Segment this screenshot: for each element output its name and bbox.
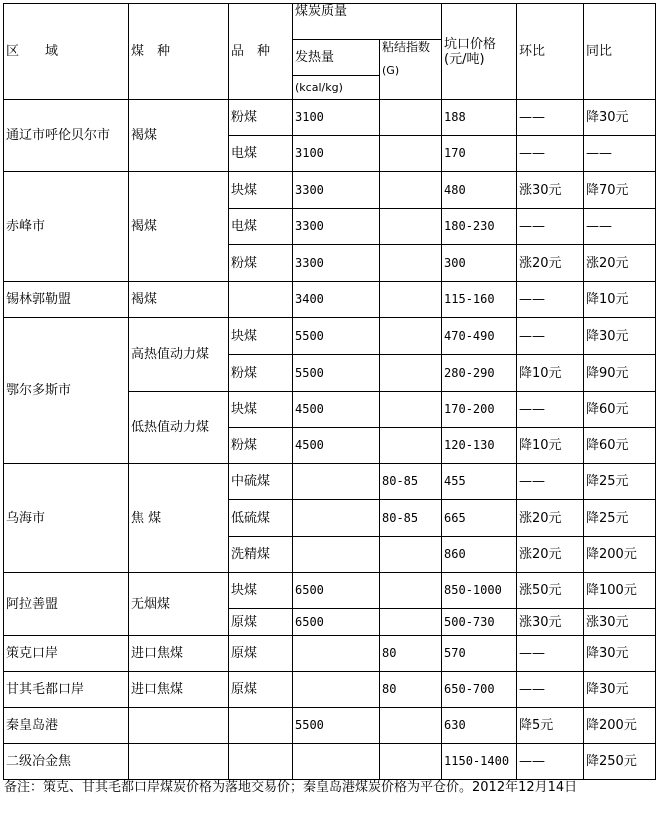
- heat-cell: 4500: [293, 428, 380, 464]
- bond-cell: [380, 245, 442, 282]
- price-cell: 1150-1400: [442, 744, 517, 780]
- yoy-cell: 降30元: [584, 318, 656, 355]
- mom-cell: ——: [517, 318, 584, 355]
- price-cell: 630: [442, 708, 517, 744]
- mom-cell: 降5元: [517, 708, 584, 744]
- variety-cell: 中硫煤: [229, 464, 293, 500]
- mom-cell: ——: [517, 100, 584, 136]
- region-cell: 策克口岸: [4, 636, 129, 672]
- region-cell: 鄂尔多斯市: [4, 318, 129, 464]
- yoy-cell: 降100元: [584, 573, 656, 609]
- heat-cell: 6500: [293, 609, 380, 636]
- heat-cell: 5500: [293, 318, 380, 355]
- coal-type-cell: 无烟煤: [129, 573, 229, 636]
- bond-cell: [380, 318, 442, 355]
- bond-cell: [380, 100, 442, 136]
- bond-cell: [380, 282, 442, 318]
- yoy-cell: 降250元: [584, 744, 656, 780]
- price-cell: 280-290: [442, 355, 517, 392]
- region-cell: 赤峰市: [4, 172, 129, 282]
- variety-cell: 原煤: [229, 636, 293, 672]
- mom-cell: ——: [517, 282, 584, 318]
- mom-cell: ——: [517, 744, 584, 780]
- bond-cell: [380, 428, 442, 464]
- yoy-cell: 降60元: [584, 392, 656, 428]
- coal-type-cell: 褐煤: [129, 172, 229, 282]
- heat-cell: 4500: [293, 392, 380, 428]
- heat-cell: 3400: [293, 282, 380, 318]
- coal-type-cell: 高热值动力煤: [129, 318, 229, 392]
- bond-cell: [380, 172, 442, 209]
- mom-cell: 涨20元: [517, 537, 584, 573]
- price-cell: 120-130: [442, 428, 517, 464]
- mom-cell: 涨30元: [517, 609, 584, 636]
- price-cell: 570: [442, 636, 517, 672]
- header-heat-unit: (kcal/kg): [293, 76, 380, 100]
- region-cell: 甘其毛都口岸: [4, 672, 129, 708]
- heat-cell: [293, 500, 380, 537]
- mom-cell: ——: [517, 209, 584, 245]
- price-cell: 188: [442, 100, 517, 136]
- heat-cell: [293, 744, 380, 780]
- variety-cell: 原煤: [229, 672, 293, 708]
- coal-type-cell: [129, 744, 229, 780]
- yoy-cell: 降25元: [584, 500, 656, 537]
- coal-type-cell: 低热值动力煤: [129, 392, 229, 464]
- yoy-cell: 涨20元: [584, 245, 656, 282]
- yoy-cell: ——: [584, 136, 656, 172]
- bond-cell: [380, 136, 442, 172]
- heat-cell: [293, 672, 380, 708]
- yoy-cell: 降30元: [584, 636, 656, 672]
- heat-cell: 3100: [293, 100, 380, 136]
- variety-cell: 粉煤: [229, 428, 293, 464]
- variety-cell: 原煤: [229, 609, 293, 636]
- bond-cell: [380, 209, 442, 245]
- bond-cell: 80-85: [380, 500, 442, 537]
- coal-type-cell: [129, 708, 229, 744]
- yoy-cell: 降10元: [584, 282, 656, 318]
- header-price: 坑口价格(元/吨): [442, 4, 517, 100]
- mom-cell: 涨20元: [517, 245, 584, 282]
- heat-cell: 5500: [293, 708, 380, 744]
- bond-cell: [380, 708, 442, 744]
- variety-cell: 块煤: [229, 573, 293, 609]
- region-cell: 乌海市: [4, 464, 129, 573]
- bond-cell: [380, 355, 442, 392]
- coal-type-cell: 褐煤: [129, 282, 229, 318]
- heat-cell: [293, 537, 380, 573]
- region-cell: 锡林郭勒盟: [4, 282, 129, 318]
- price-cell: 180-230: [442, 209, 517, 245]
- price-cell: 115-160: [442, 282, 517, 318]
- mom-cell: ——: [517, 672, 584, 708]
- footnote: 备注：策克、甘其毛都口岸煤炭价格为落地交易价；秦皇岛港煤炭价格为平仓价。2012年12月14日: [4, 780, 578, 795]
- yoy-cell: 降60元: [584, 428, 656, 464]
- heat-cell: 3100: [293, 136, 380, 172]
- mom-cell: 涨50元: [517, 573, 584, 609]
- yoy-cell: 降90元: [584, 355, 656, 392]
- heat-cell: 3300: [293, 245, 380, 282]
- header-quality: 煤炭质量: [293, 4, 442, 40]
- yoy-cell: 降200元: [584, 708, 656, 744]
- yoy-cell: ——: [584, 209, 656, 245]
- bond-cell: [380, 744, 442, 780]
- yoy-cell: 降200元: [584, 537, 656, 573]
- header-coal-type: 煤 种: [129, 4, 229, 100]
- yoy-cell: 降30元: [584, 672, 656, 708]
- bond-cell: [380, 573, 442, 609]
- variety-cell: 块煤: [229, 172, 293, 209]
- price-cell: 170-200: [442, 392, 517, 428]
- price-cell: 500-730: [442, 609, 517, 636]
- variety-cell: 电煤: [229, 209, 293, 245]
- variety-cell: 电煤: [229, 136, 293, 172]
- mom-cell: ——: [517, 392, 584, 428]
- bond-cell: [380, 609, 442, 636]
- variety-cell: 块煤: [229, 318, 293, 355]
- yoy-cell: 降30元: [584, 100, 656, 136]
- heat-cell: [293, 464, 380, 500]
- price-cell: 650-700: [442, 672, 517, 708]
- yoy-cell: 涨30元: [584, 609, 656, 636]
- heat-cell: [293, 636, 380, 672]
- bond-cell: [380, 392, 442, 428]
- header-region: 区 域: [4, 4, 129, 100]
- price-cell: 470-490: [442, 318, 517, 355]
- header-mom: 环比: [517, 4, 584, 100]
- yoy-cell: 降25元: [584, 464, 656, 500]
- coal-type-cell: 进口焦煤: [129, 672, 229, 708]
- mom-cell: 降10元: [517, 355, 584, 392]
- coal-price-table: [3, 3, 656, 780]
- header-heat: 发热量: [293, 40, 380, 76]
- price-cell: 300: [442, 245, 517, 282]
- region-cell: 通辽市呼伦贝尔市: [4, 100, 129, 172]
- mom-cell: 涨20元: [517, 500, 584, 537]
- variety-cell: 洗精煤: [229, 537, 293, 573]
- coal-type-cell: 焦 煤: [129, 464, 229, 573]
- bond-cell: 80-85: [380, 464, 442, 500]
- heat-cell: 3300: [293, 209, 380, 245]
- variety-cell: [229, 708, 293, 744]
- mom-cell: 涨30元: [517, 172, 584, 209]
- header-yoy: 同比: [584, 4, 656, 100]
- heat-cell: 3300: [293, 172, 380, 209]
- coal-type-cell: 褐煤: [129, 100, 229, 172]
- price-cell: 850-1000: [442, 573, 517, 609]
- heat-cell: 5500: [293, 355, 380, 392]
- variety-cell: 粉煤: [229, 245, 293, 282]
- mom-cell: ——: [517, 464, 584, 500]
- coal-type-cell: 进口焦煤: [129, 636, 229, 672]
- header-variety: 品 种: [229, 4, 293, 100]
- region-cell: 二级冶金焦: [4, 744, 129, 780]
- mom-cell: ——: [517, 636, 584, 672]
- yoy-cell: 降70元: [584, 172, 656, 209]
- mom-cell: 降10元: [517, 428, 584, 464]
- variety-cell: 块煤: [229, 392, 293, 428]
- region-cell: 秦皇岛港: [4, 708, 129, 744]
- mom-cell: ——: [517, 136, 584, 172]
- bond-cell: [380, 537, 442, 573]
- bond-cell: 80: [380, 672, 442, 708]
- price-cell: 455: [442, 464, 517, 500]
- price-cell: 480: [442, 172, 517, 209]
- price-cell: 665: [442, 500, 517, 537]
- variety-cell: [229, 744, 293, 780]
- header-bond-unit-text: (G): [382, 64, 400, 77]
- variety-cell: 低硫煤: [229, 500, 293, 537]
- header-bond: 粘结指数 (G): [380, 40, 442, 100]
- heat-cell: 6500: [293, 573, 380, 609]
- variety-cell: [229, 282, 293, 318]
- variety-cell: 粉煤: [229, 100, 293, 136]
- region-cell: 阿拉善盟: [4, 573, 129, 636]
- variety-cell: 粉煤: [229, 355, 293, 392]
- price-cell: 860: [442, 537, 517, 573]
- price-cell: 170: [442, 136, 517, 172]
- bond-cell: 80: [380, 636, 442, 672]
